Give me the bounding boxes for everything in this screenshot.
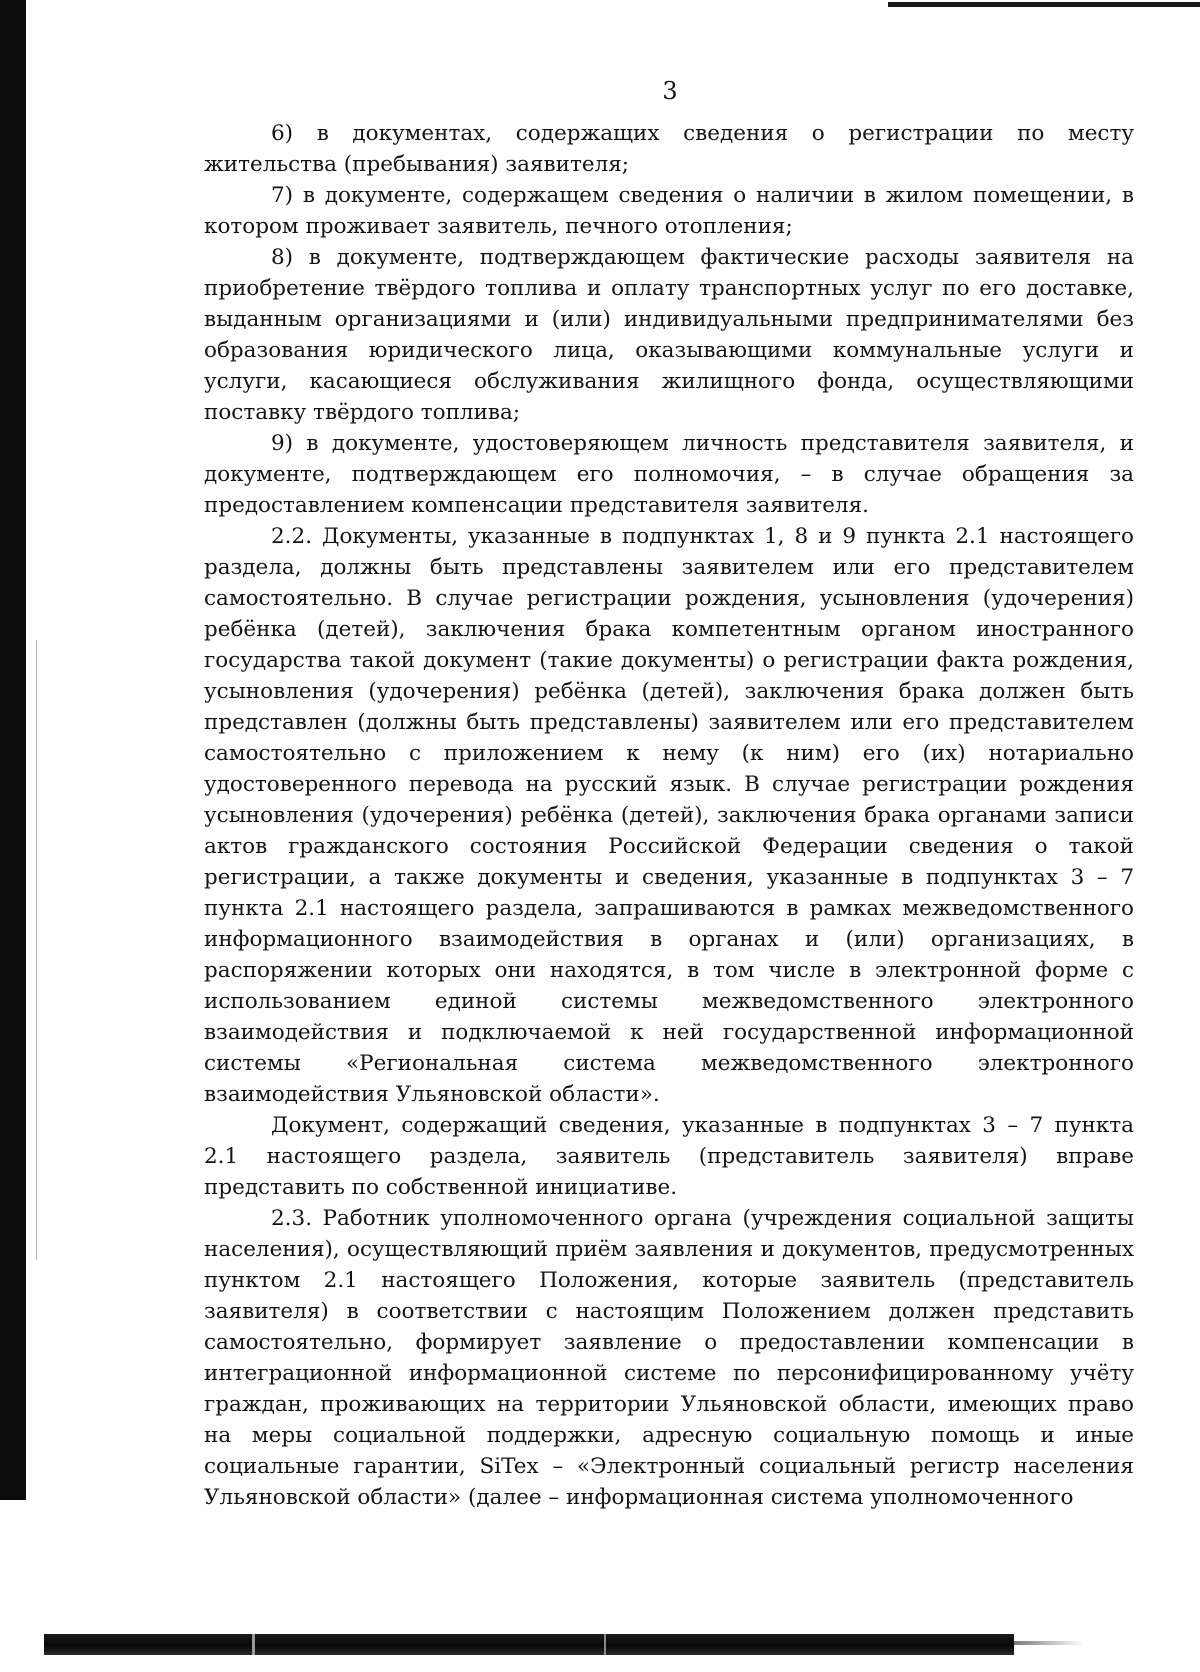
paragraph-item-7: 7) в документе, содержащем сведения о наличии в жилом помещении, в котором проживает заявитель, печного отопления; <box>204 183 1134 239</box>
paragraph-section-2-3: 2.3. Работник уполномоченного органа (учреждения социальной защиты населения), осуществляющий приём заявления и документов, предусмотренных пунктом 2.1 настоящего Положения, которые заявитель (представитель заявителя) в соответствии с настоящим Положением должен представить самостоятельно, формирует заявление о предоставлении компенсации в интеграционной информационной системе по персонифицированному учёту граждан, проживающих на территории Ульяновской области, имеющих право на меры социальной поддержки, адресную социальную помощь и иные социальные гарантии, SiTex – «Электронный социальный регистр населения Ульяновской области» (далее – информационная система уполномоченного <box>204 1206 1134 1510</box>
paragraph-document-note: Документ, содержащий сведения, указанные в подпунктах 3 – 7 пункта 2.1 настоящего раздела, заявитель (представитель заявителя) вправе представить по собственной инициативе. <box>204 1113 1134 1200</box>
scan-bottom-edge <box>44 1634 1014 1655</box>
scan-left-edge <box>0 0 26 1500</box>
page-number: 3 <box>662 77 678 105</box>
paragraph-item-9: 9) в документе, удостоверяющем личность представителя заявителя, и документе, подтверждающем его полномочия, – в случае обращения за предоставлением компенсации представителя заявителя. <box>204 431 1134 518</box>
scan-bottom-fade <box>1014 1641 1084 1645</box>
paragraph-section-2-2: 2.2. Документы, указанные в подпунктах 1, 8 и 9 пункта 2.1 настоящего раздела, должны быть представлены заявителем или его представителем самостоятельно. В случае регистрации рождения, усыновления (удочерения) ребёнка (детей), заключения брака компетентным органом иностранного государства такой документ (такие документы) о регистрации факта рождения, усыновления (удочерения) ребёнка (детей), заключения брака должен быть представлен (должны быть представлены) заявителем или его представителем самостоятельно с приложением к нему (к ним) его (их) нотариально удостоверенного перевода на русский язык. В случае регистрации рождения усыновления (удочерения) ребёнка (детей), заключения брака органами записи актов гражданского состояния Российской Федерации сведения о такой регистрации, а также документы и сведения, указанные в подпунктах 3 – 7 пункта 2.1 настоящего раздела, запрашиваются в рамках межведомственного информационного взаимодействия в органах и (или) организациях, в распоряжении которых они находятся, в том числе в электронной форме с использованием единой системы межведомственного электронного взаимодействия и подключаемой к ней государственной информационной системы «Региональная система межведомственного электронного взаимодействия Ульяновской области». <box>204 524 1134 1107</box>
paragraph-item-6: 6) в документах, содержащих сведения о регистрации по месту жительства (пребывания) заявителя; <box>204 121 1134 177</box>
scan-margin-line <box>36 640 37 1260</box>
document-body <box>204 118 1134 1513</box>
paragraph-item-8: 8) в документе, подтверждающем фактические расходы заявителя на приобретение твёрдого топлива и оплату транспортных услуг по его доставке, выданным организациями и (или) индивидуальными предпринимателями без образования юридического лица, оказывающими коммунальные услуги и услуги, касающиеся обслуживания жилищного фонда, осуществляющими поставку твёрдого топлива; <box>204 245 1134 425</box>
scan-top-rule <box>888 2 1200 7</box>
